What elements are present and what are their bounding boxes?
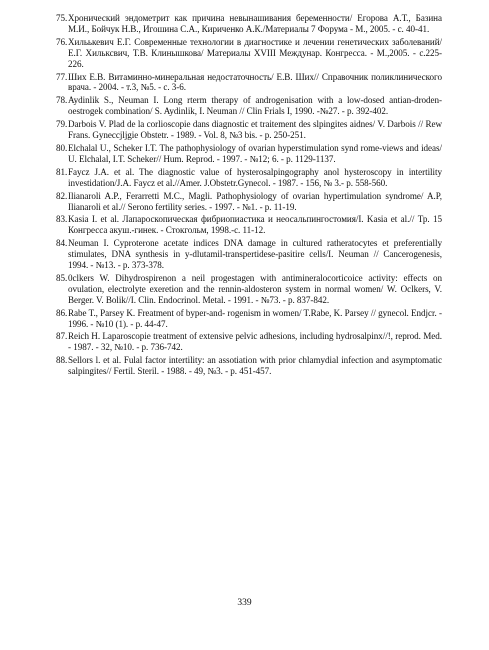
reference-item	[58, 308, 442, 330]
reference-text: Elchalal U., Scheker I.T. The pathophysiology of ovarian hyperstimulation synd rome-views and ideas/ U. Elchalal, I.T. Scheker// Hum. Reprod. - 1997. - №12; 6. - p. 1129-1137.	[68, 142, 442, 164]
reference-text: Reich H. Laparoscopie treatment of extensive pelvic adhesions, including hydrosalpinx//!, reprod. Med. - 1987. - 32, №10. - p. 736-742.	[68, 331, 442, 353]
reference-item	[58, 331, 442, 353]
reference-number: 83.	[56, 214, 68, 225]
reference-number: 81.	[56, 166, 68, 177]
reference-item	[58, 167, 442, 189]
reference-item	[58, 143, 442, 165]
reference-number: 75.	[56, 13, 68, 23]
reference-text: Darbois V. Plad de la corlioscopie dans diagnostic et traitement des slpingites aidnes/ V. Darbois // Rew Frans. Gyneccjljgie Obstetr. - 1989. - Vol. 8, №3 bis. - p. 250-251.	[68, 119, 442, 141]
reference-text: Хронический эндометрит как причина невынашивания беременности/ Егорова А.Т., Базина М.И., Бойчук Н.В., Игошина С.А., Кириченко А.К./Материалы 7 Форума - М., 2005. - с. 40-41.	[68, 13, 442, 34]
reference-item	[58, 355, 442, 377]
reference-text: Aydinlik S., Neuman I. Long rterm therapy of androgenisation with a low-dosed antian-droden-oestrogek combination/ S. Aydinlik, I. Neuman // Clin Frials I, 1990. -№27. - p. 392-402.	[68, 95, 442, 117]
reference-text: Хильькевич Е.Г. Современные технологии в диагностике и лечении генетических заболеваний/Е.Г. Хильксвич, Т.В. Клинышкова/ Материалы XVIII Междунар. Конгресса. - М.,2005. - с.225-226.	[68, 36, 442, 69]
reference-item	[58, 37, 442, 70]
reference-item	[58, 95, 442, 117]
reference-number: 77.	[56, 71, 68, 82]
reference-number: 85.	[56, 272, 68, 283]
reference-item	[58, 72, 442, 94]
reference-item	[58, 214, 442, 236]
reference-number: 80.	[56, 142, 68, 153]
reference-text: Neuman I. Cyproterone acetate indices DNA damage in cultured ratheratocytes et preferentially stimulates, DNA synthesis in y-dlutamil-transpertidese-pasitire cells/I. Neuman // Cancerogenesis, 1994. - №13. - p. 373-378.	[68, 238, 442, 271]
reference-number: 84.	[56, 238, 68, 249]
reference-number: 86.	[56, 307, 68, 318]
reference-list	[58, 13, 442, 379]
reference-item	[58, 119, 442, 141]
reference-text: Rabe T., Parsey K. Freatment of byper-and- rogenism in women/ T.Rabe, K. Parsey // gynecol. Endjcr. - 1996. - №10 (1). - p. 44-47.	[68, 307, 442, 329]
reference-number: 87.	[56, 331, 68, 342]
reference-number: 79.	[56, 119, 68, 130]
page-number: 339	[237, 598, 252, 608]
reference-item	[58, 238, 442, 271]
reference-text: 0clkers W. Dihydrospirenon a neil progestagen with antimineralocorticoice activity: effects on ovulation, electrolyte exeretion and the rennin-aldosteron system in normal women/ W. Oclkers, V. Berger. V. Bolik//I. Clin. Endocrinol. Metal. - 1991. - №73. - p. 837-842.	[68, 272, 442, 305]
reference-text: Ших Е.В. Витаминно-минеральная недостаточность/ Е.В. Ших// Справочник поликлинического врача. - 2004. - т.3, №5. - с. 3-6.	[68, 71, 442, 93]
reference-number: 82.	[56, 190, 68, 201]
reference-text: Sellors l. et al. Fulal factor intertility: an assotiation with prior chlamydial infection and asymptomatic salpingites// Fertil. Steril. - 1988. - 49, №3. - p. 451-457.	[68, 355, 442, 377]
reference-text: Kasia I. et al. Лапароскопическая фибриопиастика и неосальпингостомия/I. Kasia et al.// Тр. 15 Конгресса акуш.-гинек. - Стокгольм, 1998.-с. 11-12.	[68, 214, 442, 236]
reference-number: 78.	[56, 95, 68, 106]
reference-item	[58, 273, 442, 306]
reference-number: 88.	[56, 355, 68, 366]
reference-text: Ilianaroli A.P., Ferarretti M.C., Magli. Pathophysiology of ovarian hypertimulation syndrome/ A.P, Ilianaroli et al.// Serono fertility series. - 1997. - №1. - p. 11-19.	[68, 190, 442, 212]
reference-number: 76.	[56, 36, 68, 47]
reference-item	[58, 191, 442, 213]
reference-text: Faycz J.A. et al. The diagnostic value of hysterosalpingography anol hysteroscopy in intertility investidation/J.A. Faycz et al.//Amer. J.Obstetr.Gynecol. - 1987. - 156, № 3.- p. 558-560.	[68, 166, 442, 188]
reference-item	[58, 13, 442, 35]
